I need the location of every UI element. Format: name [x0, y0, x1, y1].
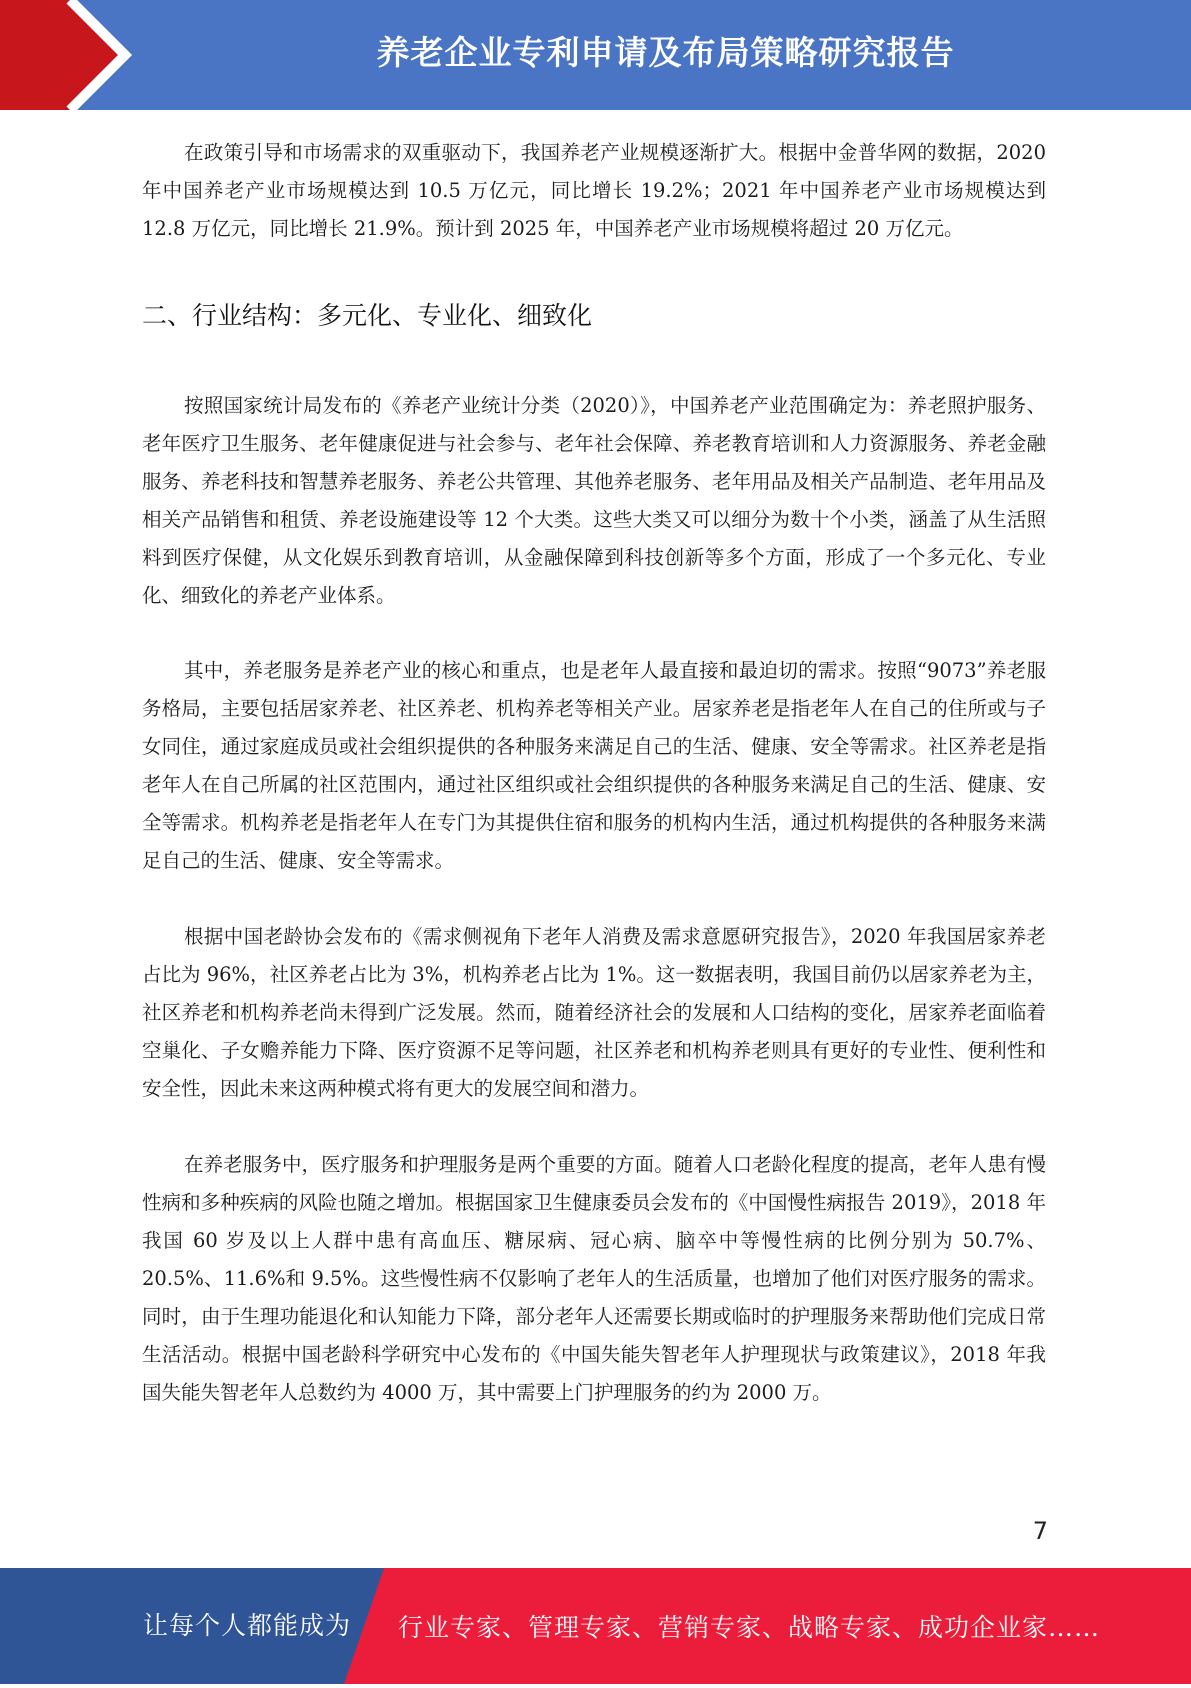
body-paragraph-5: 在养老服务中，医疗服务和护理服务是两个重要的方面。随着人口老龄化程度的提高，老年人患有慢性病和多种疾病的风险也随之增加。根据国家卫生健康委员会发布的《中国慢性病报告 2019》，2018 年我国 60 岁及以上人群中患有高血压、糖尿病、冠心病、脑卒中等慢性病的比例分别为 50.7%、20.5%、11.6%和 9.5%。这些慢性病不仅影响了老年人的生活质量，也增加了他们对医疗服务的需求。同时，由于生理功能退化和认知能力下降，部分老年人还需要长期或临时的护理服务来帮助他们完成日常生活活动。根据中国老龄科学研究中心发布的《中国失能失智老年人护理现状与政策建议》，2018 年我国失能失智老年人总数约为 4000 万，其中需要上门护理服务的约为 2000 万。: [142, 1153, 1046, 1404]
page-header: [0, 0, 1191, 110]
section-heading: 二、行业结构：多元化、专业化、细致化: [142, 301, 593, 330]
footer-slogan-right: 行业专家、管理专家、营销专家、战略专家、成功企业家……: [398, 1613, 1101, 1642]
body-paragraph-2: 按照国家统计局发布的《养老产业统计分类（2020）》，中国养老产业范围确定为：养老照护服务、老年医疗卫生服务、老年健康促进与社会参与、老年社会保障、养老教育培训和人力资源服务、养老金融服务、养老科技和智慧养老服务、养老公共管理、其他养老服务、老年用品及相关产品制造、老年用品及相关产品销售和租赁、养老设施建设等 12 个大类。这些大类又可以细分为数十个小类，涵盖了从生活照料到医疗保健，从文化娱乐到教育培训，从金融保障到科技创新等多个方面，形成了一个多元化、专业化、细致化的养老产业体系。: [142, 394, 1046, 607]
body-paragraph-1: 在政策引导和市场需求的双重驱动下，我国养老产业规模逐渐扩大。根据中金普华网的数据，2020 年中国养老产业市场规模达到 10.5 万亿元，同比增长 19.2%；2021 年中国养老产业市场规模达到 12.8 万亿元，同比增长 21.9%。预计到 2025 年，中国养老产业市场规模将超过 20 万亿元。: [142, 141, 1046, 240]
page-number: 7: [1032, 1517, 1048, 1545]
body-paragraph-3: 其中，养老服务是养老产业的核心和重点，也是老年人最直接和最迫切的需求。按照“9073”养老服务格局，主要包括居家养老、社区养老、机构养老等相关产业。居家养老是指老年人在自己的住所或与子女同住，通过家庭成员或社会组织提供的各种服务来满足自己的生活、健康、安全等需求。社区养老是指老年人在自己所属的社区范围内，通过社区组织或社会组织提供的各种服务来满足自己的生活、健康、安全等需求。机构养老是指老年人在专门为其提供住宿和服务的机构内生活，通过机构提供的各种服务来满足自己的生活、健康、安全等需求。: [142, 659, 1046, 872]
header-chevron-decoration: [0, 0, 160, 110]
report-title: 养老企业专利申请及布局策略研究报告: [376, 33, 955, 72]
body-paragraph-4: 根据中国老龄协会发布的《需求侧视角下老年人消费及需求意愿研究报告》，2020 年我国居家养老占比为 96%，社区养老占比为 3%，机构养老占比为 1%。这一数据表明，我国目前仍以居家养老为主，社区养老和机构养老尚未得到广泛发展。然而，随着经济社会的发展和人口结构的变化，居家养老面临着空巢化、子女赡养能力下降、医疗资源不足等问题，社区养老和机构养老则具有更好的专业性、便利性和安全性，因此未来这两种模式将有更大的发展空间和潜力。: [142, 925, 1046, 1100]
page-footer: [0, 1568, 1191, 1684]
footer-slogan-left: 让每个人都能成为: [143, 1611, 352, 1640]
